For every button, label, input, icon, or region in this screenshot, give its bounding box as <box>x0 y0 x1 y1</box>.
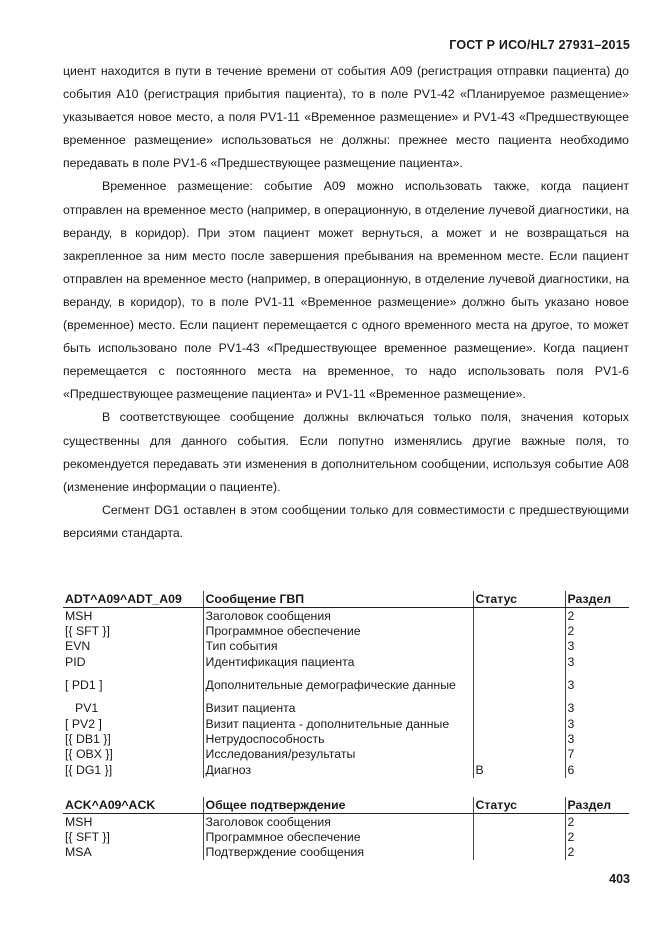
description-cell: Подтверждение сообщения <box>203 845 473 860</box>
segment-cell: EVN <box>65 639 91 654</box>
section-cell: 2 <box>565 845 629 860</box>
segment-cell: MSH <box>65 608 93 623</box>
table-row <box>63 731 629 746</box>
table-row <box>63 654 629 669</box>
segment-cell: [ PD1 ] <box>65 678 103 693</box>
segment-cell: [{ SFT }] <box>65 830 110 845</box>
column-header-segment: ACK^A09^ACK <box>63 797 203 814</box>
table-row <box>63 623 629 638</box>
segment-cell: MSA <box>65 845 92 860</box>
status-cell <box>473 814 565 830</box>
column-header-status: Статус <box>473 591 565 608</box>
paragraph-temporary-location: Временное размещение: событие A09 можно использовать также, когда пациент отправлен на временное место (например, в операционную, в отделение лучевой диагностики, на веранду, в коридор). При этом пациент может вернуться, а может и не возвращаться на закрепленное за ним место после завершения пребывания на временном месте. Если пациент отправлен на временное место (например, в операционную, в отделение лучевой диагностики, на веранду, в коридор), то в поле PV1-11 «Временное размещение» должно быть указано новое (временное) место. Если пациент перемещается с одного временного места на другое, то может быть использовано поле PV1-43 «Предшествующее временное размещение». Когда пациент перемещается с постоянного места на временное, то надо использовать поля PV1-6 «Предшествующее размещение пациента» и PV1-11 «Временное размещение». <box>63 179 629 402</box>
table-row <box>63 845 629 860</box>
paragraph-dg1-segment: Сегмент DG1 оставлен в этом сообщении только для совместимости с предшествующими версиями стандарта. <box>63 502 629 540</box>
section-cell: 3 <box>565 731 629 746</box>
table-row <box>63 814 629 830</box>
adt-a09-message-table <box>63 591 629 778</box>
segment-cell: PID <box>65 654 86 669</box>
section-cell: 7 <box>565 747 629 762</box>
status-cell <box>473 623 565 638</box>
ack-a09-message-table <box>63 797 629 860</box>
column-header-section: Раздел <box>565 797 629 814</box>
section-cell: 2 <box>565 814 629 830</box>
section-cell: 3 <box>565 716 629 731</box>
column-header-description: Сообщение ГВП <box>203 591 473 608</box>
section-cell: 3 <box>565 654 629 669</box>
document-id-header: ГОСТ Р ИСО/HL7 27931–2015 <box>449 38 630 52</box>
segment-cell: [{ DB1 }] <box>65 732 111 747</box>
description-cell: Идентификация пациента <box>203 654 473 669</box>
section-cell: 2 <box>565 608 629 624</box>
table-row <box>63 747 629 762</box>
table-header-row <box>63 797 629 814</box>
segment-cell: [ PV2 ] <box>65 716 102 731</box>
status-cell: B <box>473 762 565 777</box>
paragraph-continuation: циент находится в пути в течение времени от события A09 (регистрация отправки пациента) до события A10 (регистрация прибытия пациента), то в поле PV1-42 «Планируемое размещение» указывается новое место, а поля PV1-11 «Временное размещение» и PV1-43 «Предшествующее временное размещение» использоваться не должны: прежнее место пациента необходимо передавать в поле PV1-6 «Предшествующее размещение пациента». <box>63 64 629 171</box>
status-cell <box>473 701 565 716</box>
section-cell: 2 <box>565 829 629 844</box>
table-row <box>63 762 629 777</box>
description-cell: Нетрудоспособность <box>203 731 473 746</box>
status-cell <box>473 670 565 701</box>
description-cell: Исследования/результаты <box>203 747 473 762</box>
segment-cell: [{ SFT }] <box>65 624 110 639</box>
page-number: 403 <box>609 872 630 886</box>
body-text <box>63 60 629 545</box>
section-cell: 2 <box>565 623 629 638</box>
status-cell <box>473 845 565 860</box>
table-row <box>63 608 629 624</box>
section-cell: 3 <box>565 701 629 716</box>
description-cell: Дополнительные демографические данные <box>203 670 473 701</box>
table-row <box>63 639 629 654</box>
table-header-row <box>63 591 629 608</box>
description-cell: Заголовок сообщения <box>203 814 473 830</box>
section-cell: 3 <box>565 639 629 654</box>
segment-cell: PV1 <box>75 701 99 716</box>
description-cell: Диагноз <box>203 762 473 777</box>
status-cell <box>473 731 565 746</box>
table-row <box>63 670 629 701</box>
status-cell <box>473 716 565 731</box>
column-header-status: Статус <box>473 797 565 814</box>
description-cell: Программное обеспечение <box>203 829 473 844</box>
column-header-section: Раздел <box>565 591 629 608</box>
segment-cell: [{ DG1 }] <box>65 762 113 777</box>
segment-cell: [{ OBX }] <box>65 747 113 762</box>
description-cell: Программное обеспечение <box>203 623 473 638</box>
table-row <box>63 716 629 731</box>
description-cell: Тип события <box>203 639 473 654</box>
column-header-description: Общее подтверждение <box>203 797 473 814</box>
status-cell <box>473 829 565 844</box>
status-cell <box>473 747 565 762</box>
status-cell <box>473 608 565 624</box>
table-row <box>63 829 629 844</box>
segment-cell: MSH <box>65 814 93 829</box>
description-cell: Заголовок сообщения <box>203 608 473 624</box>
section-cell: 6 <box>565 762 629 777</box>
table-row <box>63 701 629 716</box>
section-cell: 3 <box>565 670 629 701</box>
status-cell <box>473 654 565 669</box>
status-cell <box>473 639 565 654</box>
description-cell: Визит пациента - дополнительные данные <box>203 716 473 731</box>
column-header-segment: ADT^A09^ADT_A09 <box>63 591 203 608</box>
description-cell: Визит пациента <box>203 701 473 716</box>
paragraph-message-fields: В соответствующее сообщение должны включаться только поля, значения которых существенны для данного события. Если попутно изменялись другие важные поля, то рекомендуется передавать эти изменения в дополнительном сообщении, используя событие A08 (изменение информации о пациенте). <box>63 410 629 494</box>
